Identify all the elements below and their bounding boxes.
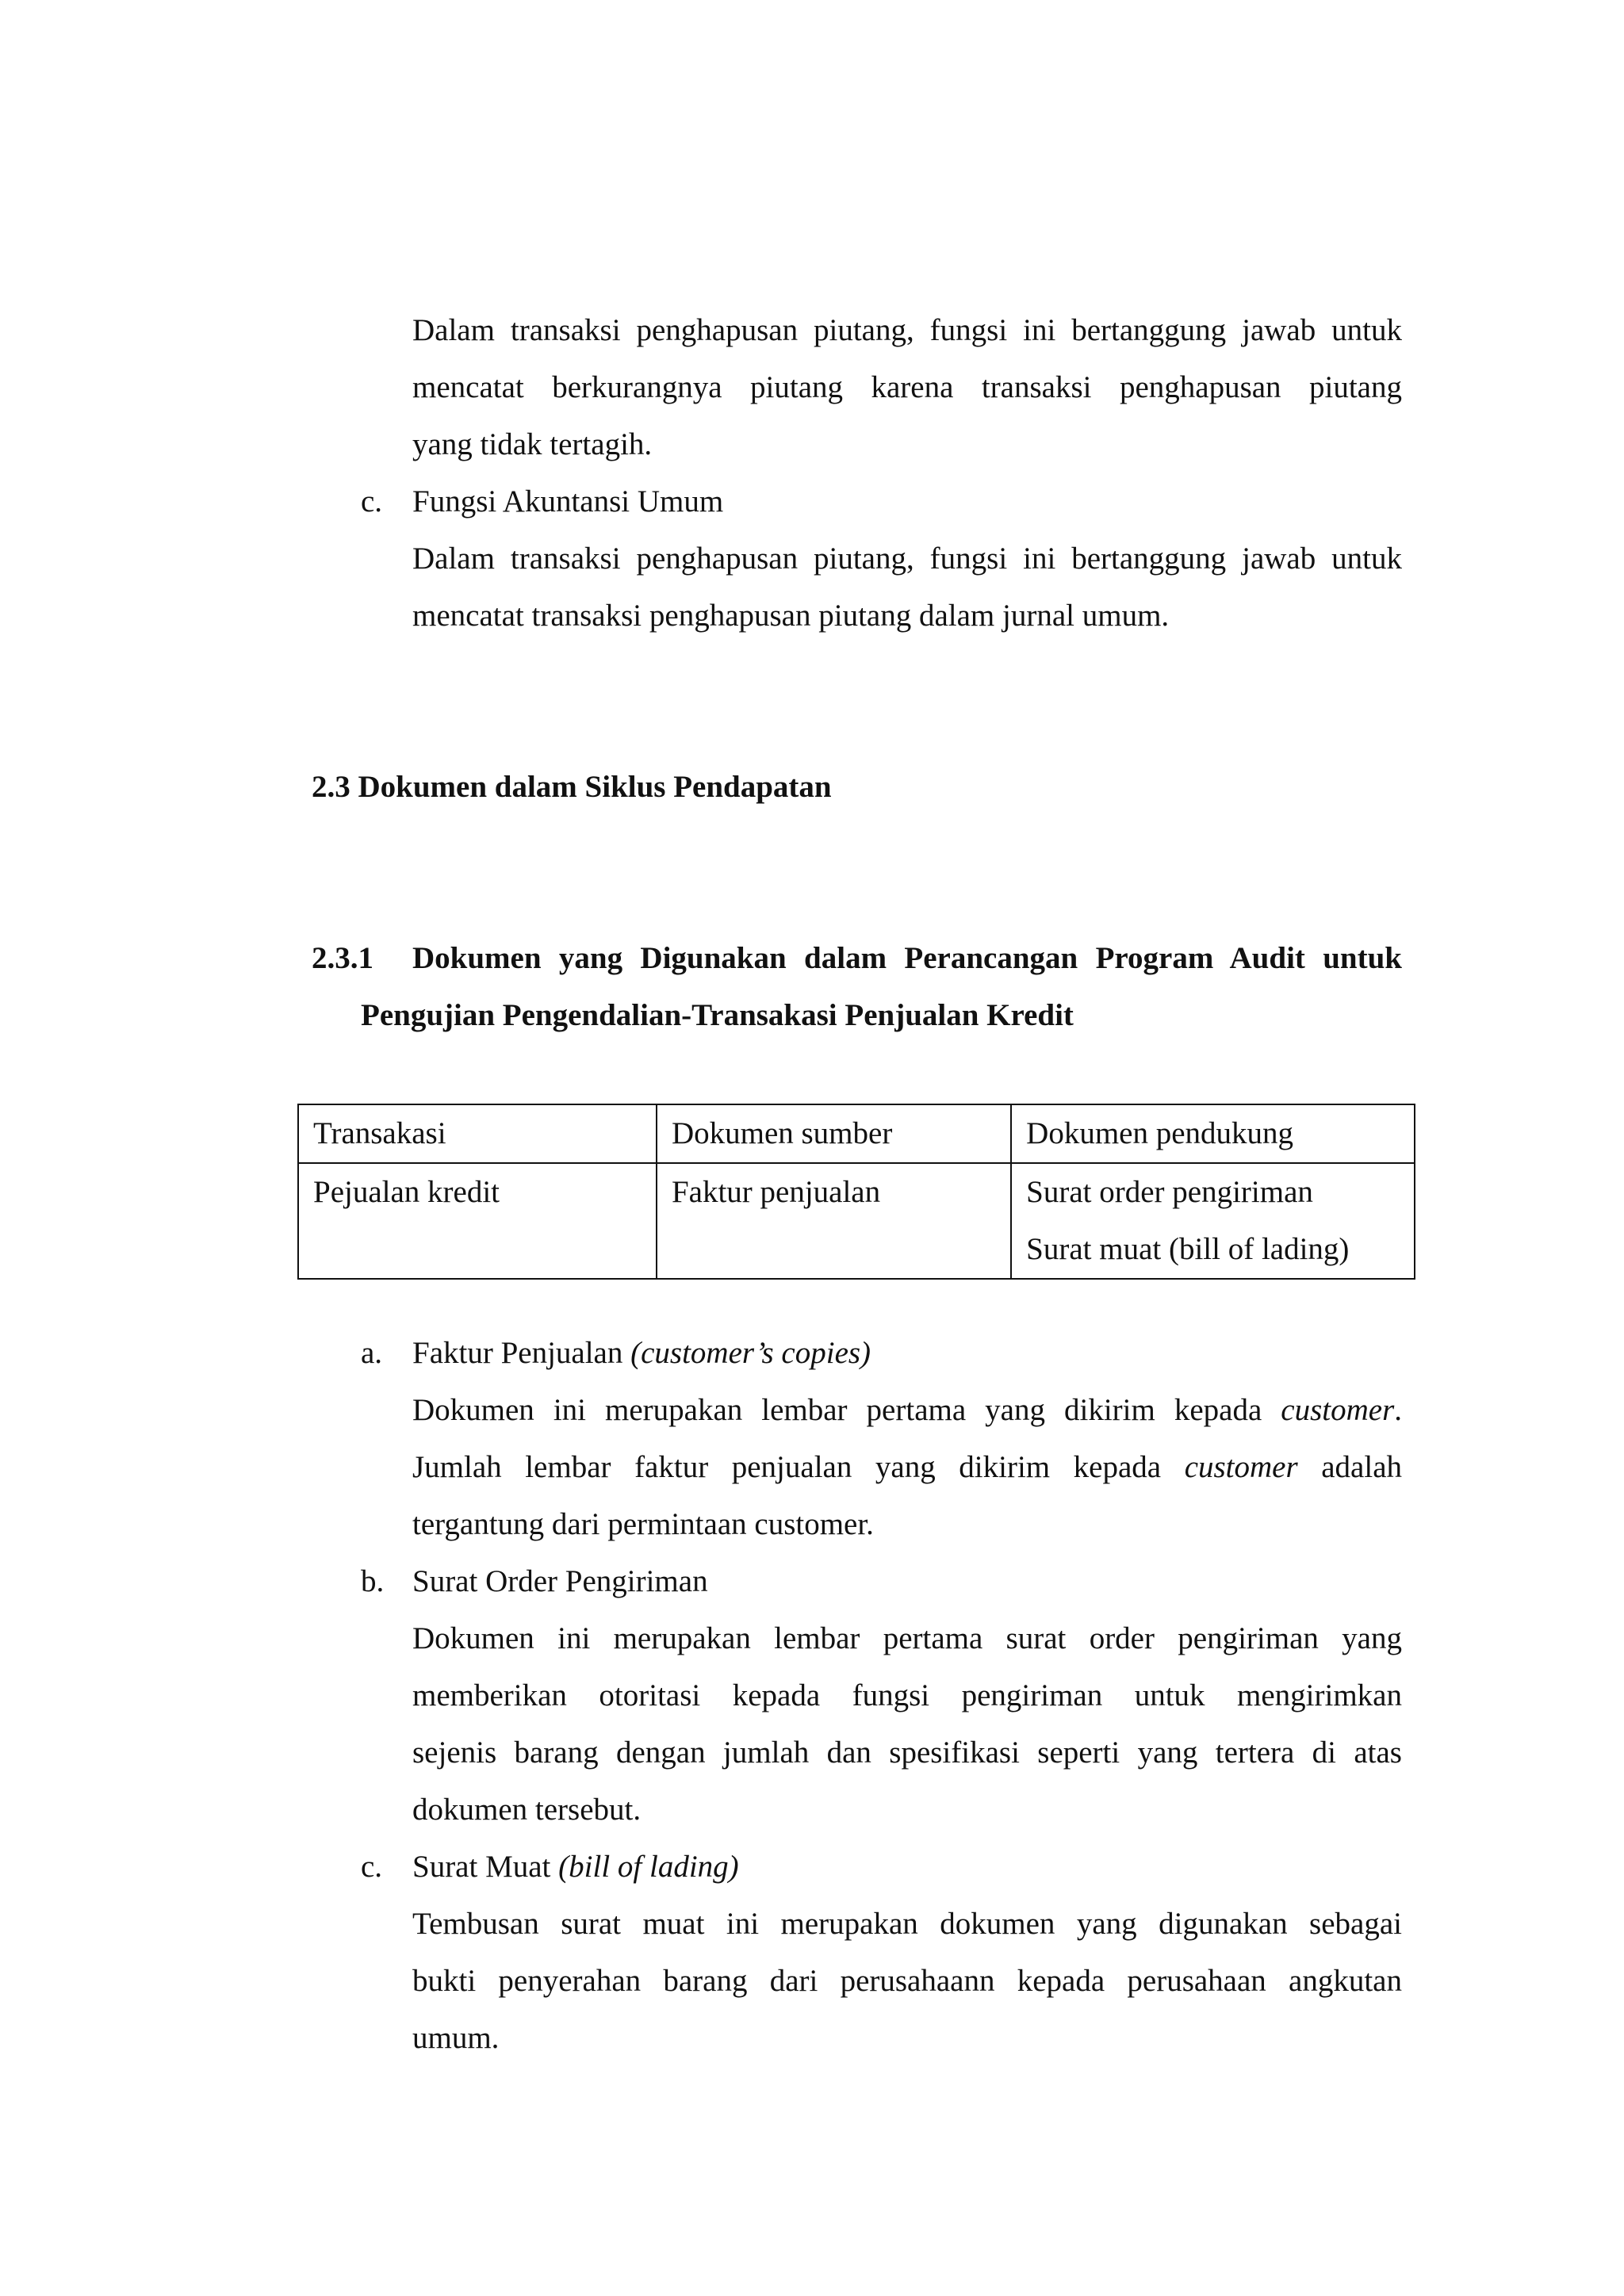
documents-table xyxy=(297,1104,1415,1280)
table-cell-transaksi: Pejualan kredit xyxy=(298,1163,657,1279)
faktur-line-1-post: . xyxy=(1394,1393,1402,1427)
faktur-title-text: Faktur Penjualan xyxy=(412,1336,631,1370)
list-marker-c-fungsi: c. xyxy=(361,484,383,519)
surat-muat-title-italic: (bill of lading) xyxy=(558,1850,739,1884)
faktur-line-1-italic: customer xyxy=(1281,1393,1395,1427)
table-header-row xyxy=(298,1104,1415,1163)
surat-order-title: Surat Order Pengiriman xyxy=(412,1564,708,1598)
list-marker-c: c. xyxy=(361,1850,383,1884)
fungsi-akuntansi-umum-paragraph xyxy=(412,530,1402,645)
table-header-dokumen-sumber: Dokumen sumber xyxy=(657,1104,1011,1163)
fungsi-line-2: mencatat transaksi penghapusan piutang dalam jurnal umum. xyxy=(412,599,1170,633)
faktur-line-2-text: Jumlah lembar faktur penjualan yang dikirim kepada xyxy=(412,1450,1185,1484)
intro-line-3: yang tidak tertagih. xyxy=(412,427,653,461)
list-marker-a: a. xyxy=(361,1336,383,1370)
surat-muat-line-1: Tembusan surat muat ini merupakan dokumen yang digunakan sebagai xyxy=(412,1907,1402,1941)
faktur-line-2-italic: customer xyxy=(1184,1450,1298,1484)
surat-muat-title-text: Surat Muat xyxy=(412,1850,559,1884)
subsection-number: 2.3.1 xyxy=(312,941,373,975)
table-header-dokumen-pendukung: Dokumen pendukung xyxy=(1011,1104,1415,1163)
pendukung-line-2: Surat muat (bill of lading) xyxy=(1026,1232,1350,1266)
table-cell-pendukung xyxy=(1011,1163,1415,1279)
table-row xyxy=(298,1163,1415,1279)
surat-muat-line-2: bukti penyerahan barang dari perusahaann kepada perusahaan angkutan xyxy=(412,1964,1402,1998)
pendukung-line-1: Surat order pengiriman xyxy=(1026,1175,1313,1209)
surat-order-paragraph xyxy=(412,1610,1402,1839)
table-cell-sumber: Faktur penjualan xyxy=(657,1163,1011,1279)
faktur-line-3: tergantung dari permintaan customer. xyxy=(412,1507,874,1541)
faktur-line-1 xyxy=(412,1382,1402,1439)
surat-order-line-2: memberikan otoritasi kepada fungsi pengiriman untuk mengirimkan xyxy=(412,1678,1402,1712)
surat-muat-title xyxy=(412,1839,739,1896)
surat-muat-line-3: umum. xyxy=(412,2021,500,2055)
surat-order-line-1: Dokumen ini merupakan lembar pertama surat order pengiriman yang xyxy=(412,1621,1402,1655)
intro-line-1: Dalam transaksi penghapusan piutang, fungsi ini bertanggung jawab untuk xyxy=(412,313,1402,347)
faktur-title-italic: (customer’s copies) xyxy=(630,1336,871,1370)
fungsi-akuntansi-umum-title: Fungsi Akuntansi Umum xyxy=(412,484,724,519)
faktur-line-1-text: Dokumen ini merupakan lembar pertama yang dikirim kepada xyxy=(412,1393,1281,1427)
faktur-penjualan-paragraph xyxy=(412,1382,1402,1553)
faktur-penjualan-title xyxy=(412,1325,871,1382)
surat-order-line-4: dokumen tersebut. xyxy=(412,1793,642,1827)
surat-order-line-3: sejenis barang dengan jumlah dan spesifikasi seperti yang tertera di atas xyxy=(412,1735,1402,1770)
faktur-line-2 xyxy=(412,1439,1402,1496)
intro-paragraph xyxy=(412,302,1402,473)
section-heading: 2.3 Dokumen dalam Siklus Pendapatan xyxy=(312,770,832,804)
table-header-transaksi: Transakasi xyxy=(298,1104,657,1163)
subsection-title-line-1: Dokumen yang Digunakan dalam Perancangan Program Audit untuk xyxy=(412,941,1402,975)
fungsi-line-1: Dalam transaksi penghapusan piutang, fungsi ini bertanggung jawab untuk xyxy=(412,541,1402,576)
intro-line-2: mencatat berkurangnya piutang karena transaksi penghapusan piutang xyxy=(412,370,1402,404)
surat-muat-paragraph xyxy=(412,1896,1402,2067)
list-marker-b: b. xyxy=(361,1564,385,1598)
subsection-title-line-2: Pengujian Pengendalian-Transakasi Penjualan Kredit xyxy=(361,998,1074,1032)
faktur-line-2-post: adalah xyxy=(1297,1450,1403,1484)
